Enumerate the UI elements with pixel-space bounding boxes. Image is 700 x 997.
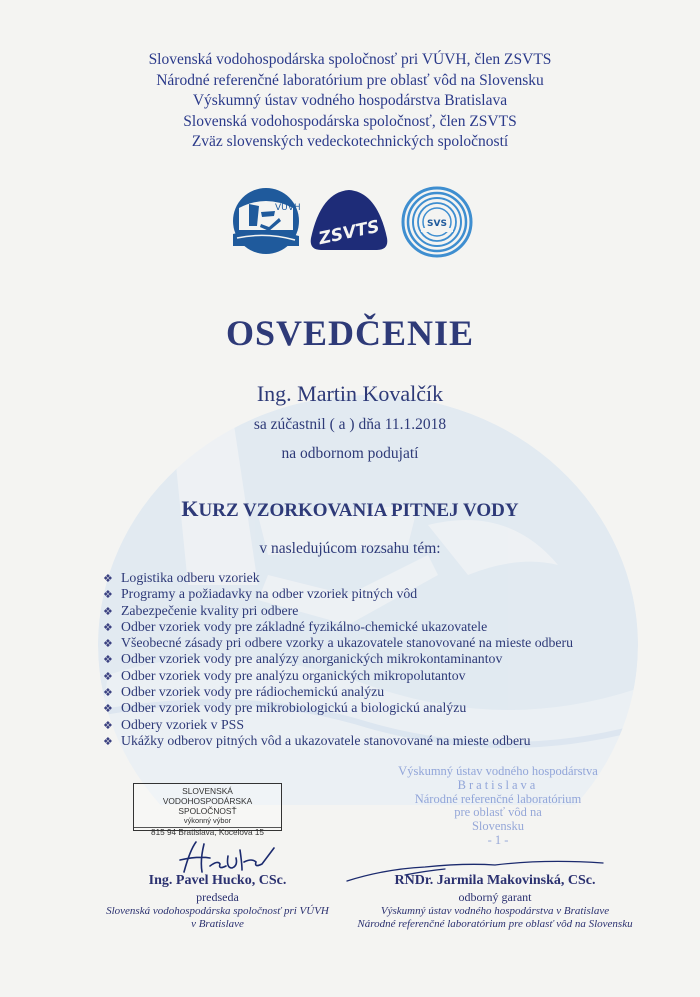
topic-text: Odber vzoriek vody pre rádiochemickú analýzu bbox=[121, 684, 385, 700]
zsvts-logo-icon bbox=[307, 188, 391, 252]
header-line: Zväz slovenských vedeckotechnických spoločností bbox=[191, 133, 509, 150]
stamp-line: SLOVENSKÁ bbox=[182, 786, 233, 796]
stamp-line: Národné referenčné laboratórium bbox=[414, 791, 582, 806]
scope-intro: v nasledujúcom rozsahu tém: bbox=[259, 540, 441, 557]
topic-text: Odber vzoriek vody pre analýzy anorganických mikrokontaminantov bbox=[121, 651, 503, 667]
svs-logo-icon bbox=[401, 186, 473, 258]
topic-text: Zabezpečenie kvality pri odbere bbox=[121, 602, 299, 618]
diamond-bullet-icon: ❖ bbox=[103, 604, 113, 618]
course-title-rest: URZ VZORKOVANIA PITNEJ VODY bbox=[198, 500, 519, 521]
list-item bbox=[103, 635, 573, 651]
course-title-first-letter: K bbox=[181, 496, 199, 521]
recipient-name: Ing. Martin Kovalčík bbox=[256, 381, 444, 406]
vuvh-logo-icon bbox=[231, 186, 301, 256]
diamond-bullet-icon: ❖ bbox=[103, 718, 113, 732]
list-item bbox=[103, 733, 573, 749]
topic-text: Všeobecné zásady pri odbere vzorky a ukazovatele stanovované na mieste odberu bbox=[121, 635, 574, 651]
list-item bbox=[103, 603, 573, 619]
list-item bbox=[103, 586, 573, 602]
topic-text: Logistika odberu vzoriek bbox=[121, 570, 260, 585]
institute-stamp bbox=[388, 765, 608, 848]
participation-line: sa zúčastnil ( a ) dňa 11.1.2018 bbox=[253, 416, 447, 433]
zsvts-logo-text: ZSVTS bbox=[317, 216, 382, 250]
event-type-line: na odbornom podujatí bbox=[281, 445, 419, 462]
list-item bbox=[103, 570, 573, 586]
topic-text: Ukážky odberov pitných vôd a ukazovatele stanovované na mieste odberu bbox=[121, 732, 531, 748]
list-item bbox=[103, 619, 573, 635]
stamp-line: - 1 - bbox=[487, 832, 509, 847]
stamp-line: Slovensku bbox=[471, 819, 525, 834]
signatory-org: Výskumný ústav vodného hospodárstva v Bratislave bbox=[380, 905, 610, 917]
signatory-org: Slovenská vodohospodárska spoločnosť pri VÚVH bbox=[106, 905, 329, 917]
signatory-name: Ing. Pavel Hucko, CSc. bbox=[148, 873, 287, 888]
topic-text: Odber vzoriek vody pre základné fyzikálno-chemické ukazovatele bbox=[121, 618, 488, 634]
stamp-line: pre oblasť vôd na bbox=[454, 805, 542, 820]
stamp-line: Bratislava bbox=[457, 777, 539, 792]
stamp-line: Výskumný ústav vodného hospodárstva bbox=[398, 764, 598, 778]
header-line: Slovenská vodohospodárska spoločnosť pri VÚVH, člen ZSVTS bbox=[148, 51, 552, 68]
signatory-left bbox=[85, 873, 350, 931]
stamp-line: 815 94 Bratislava, Kocelova 15 bbox=[134, 827, 281, 838]
stamp-line: VODOHOSPODÁRSKA SPOLOČNOSŤ bbox=[162, 796, 253, 816]
diamond-bullet-icon: ❖ bbox=[103, 702, 113, 716]
svs-logo-text: SVS bbox=[427, 219, 447, 229]
list-item bbox=[103, 700, 573, 716]
topic-text: Odber vzoriek vody pre mikrobiologickú a biologickú analýzu bbox=[121, 700, 467, 716]
list-item bbox=[103, 668, 573, 684]
diamond-bullet-icon: ❖ bbox=[103, 588, 113, 602]
topic-text: Programy a požiadavky na odber vzoriek pitných vôd bbox=[121, 586, 418, 602]
diamond-bullet-icon: ❖ bbox=[103, 734, 113, 748]
diamond-bullet-icon: ❖ bbox=[103, 686, 113, 700]
header-line: Slovenská vodohospodárska spoločnosť, člen ZSVTS bbox=[183, 112, 517, 130]
signatory-name: RNDr. Jarmila Makovinská, CSc. bbox=[394, 873, 596, 888]
header-institutions bbox=[0, 50, 700, 153]
stamp-line: výkonný výbor bbox=[183, 816, 232, 825]
topics-list bbox=[103, 570, 573, 749]
diamond-bullet-icon: ❖ bbox=[103, 572, 113, 585]
logos-row bbox=[0, 185, 700, 265]
signatory-role: odborný garant bbox=[458, 890, 532, 904]
society-stamp bbox=[133, 783, 282, 837]
diamond-bullet-icon: ❖ bbox=[103, 669, 113, 683]
vuvh-logo-text: VÚVH bbox=[275, 203, 301, 213]
signature-left-icon bbox=[170, 838, 280, 878]
topic-text: Odbery vzoriek v PSS bbox=[121, 716, 245, 732]
diamond-bullet-icon: ❖ bbox=[103, 637, 113, 651]
list-item bbox=[103, 717, 573, 733]
signatory-role: predseda bbox=[196, 890, 239, 904]
certificate-title: OSVEDČENIE bbox=[225, 313, 475, 353]
topic-text: Odber vzoriek vody pre analýzu organických mikropolutantov bbox=[121, 667, 466, 683]
header-line: Výskumný ústav vodného hospodárstva Bratislava bbox=[192, 92, 508, 109]
course-title bbox=[0, 496, 700, 522]
diamond-bullet-icon: ❖ bbox=[103, 620, 113, 634]
list-item bbox=[103, 684, 573, 700]
signatory-right bbox=[345, 873, 645, 931]
diamond-bullet-icon: ❖ bbox=[103, 653, 113, 667]
signatory-org: v Bratislave bbox=[191, 918, 244, 930]
header-line: Národné referenčné laboratórium pre oblasť vôd na Slovensku bbox=[156, 71, 544, 89]
signatory-org: Národné referenčné laboratórium pre oblasť vôd na Slovensku bbox=[357, 918, 633, 930]
list-item bbox=[103, 651, 573, 667]
